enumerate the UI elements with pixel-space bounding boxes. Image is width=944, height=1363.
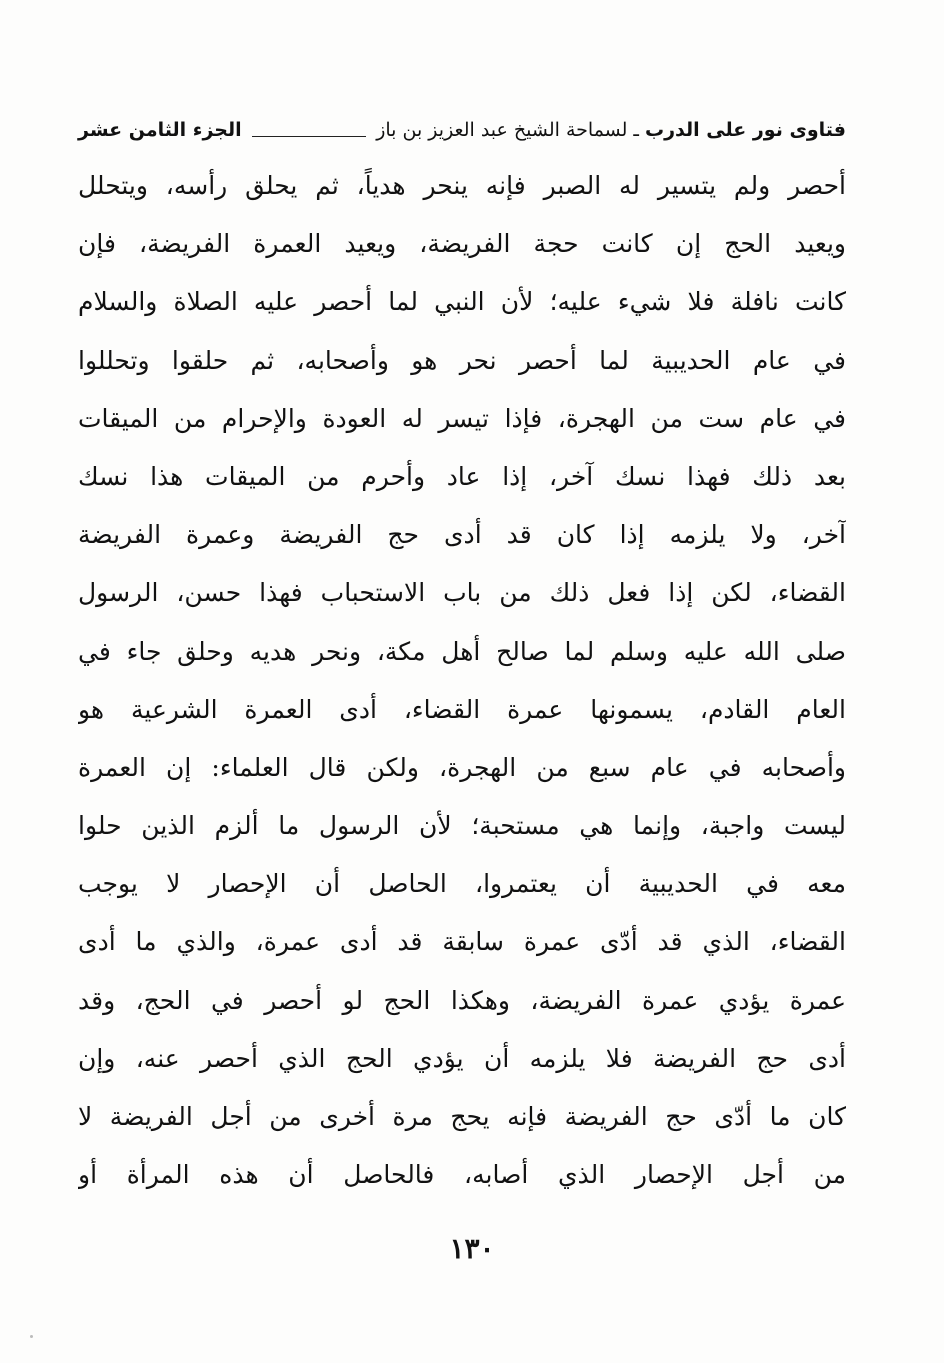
text-line: العام القادم، يسمونها عمرة القضاء، أدى العمرة الشرعية هو [78, 694, 846, 724]
text-line: في عام ست من الهجرة، فإذا تيسر له العودة والإحرام من الميقات [78, 403, 846, 433]
text-line: وأصحابه في عام سبع من الهجرة، ولكن قال العلماء: إن العمرة [78, 752, 846, 782]
text-line: بعد ذلك فهذا نسك آخر، إذا عاد وأحرم من الميقات هذا نسك [78, 461, 846, 491]
running-header [78, 112, 846, 148]
header-book-info [376, 119, 846, 141]
text-line: القضاء، الذي قد أدّى عمرة سابقة قد أدى عمرة، والذي ما أدى [78, 927, 846, 957]
text-line: ليست واجبة، وإنما هي مستحبة؛ لأن الرسول ما ألزم الذين حلوا [78, 811, 846, 841]
book-title: فتاوى نور على الدرب [645, 119, 846, 141]
text-line: معه في الحديبية أن يعتمروا، الحاصل أن الإحصار لا يوجب [78, 869, 846, 899]
header-separator: ـ [633, 119, 639, 141]
text-line: أدى حج الفريضة فلا يلزمه أن يؤدي الحج الذي أحصر عنه، وإن [78, 1043, 846, 1073]
book-author: لسماحة الشيخ عبد العزيز بن باز [376, 119, 628, 141]
text-line: ويعيد الحج إن كانت حجة الفريضة، ويعيد العمرة الفريضة، فإن [78, 229, 846, 259]
volume-part: الجزء الثامن عشر [78, 119, 242, 141]
text-line: القضاء، لكن إذا فعل ذلك من باب الاستحباب فهذا حسن، الرسول [78, 578, 846, 608]
text-line: من أجل الإحصار الذي أصابه، فالحاصل أن هذه المرأة أو [78, 1160, 846, 1190]
text-line: في عام الحديبية لما أحصر نحر هو وأصحابه، ثم حلقوا وتحللوا [78, 345, 846, 375]
page-number: ١٣٠ [449, 1232, 495, 1265]
scan-speck [30, 1335, 33, 1338]
text-line: كانت نافلة فلا شيء عليه؛ لأن النبي لما أحصر عليه الصلاة والسلام [78, 287, 846, 317]
body-text [78, 157, 846, 1204]
text-line: آخر، ولا يلزمه إذا كان قد أدى حج الفريضة وعمرة الفريضة [78, 520, 846, 550]
text-line: أحصر ولم يتسير له الصبر فإنه ينحر هدياً، ثم يحلق رأسه، ويتحلل [78, 171, 846, 200]
text-line: صلى الله عليه وسلم لما صالح أهل مكة، ونحر هديه وحلق جاء في [78, 636, 846, 666]
header-rule [252, 136, 367, 137]
text-line: كان ما أدّى حج الفريضة فإنه يحج مرة أخرى من أجل الفريضة لا [78, 1102, 846, 1131]
text-line: عمرة يؤدي عمرة الفريضة، وهكذا الحج لو أحصر في الحج، وقد [78, 985, 846, 1015]
